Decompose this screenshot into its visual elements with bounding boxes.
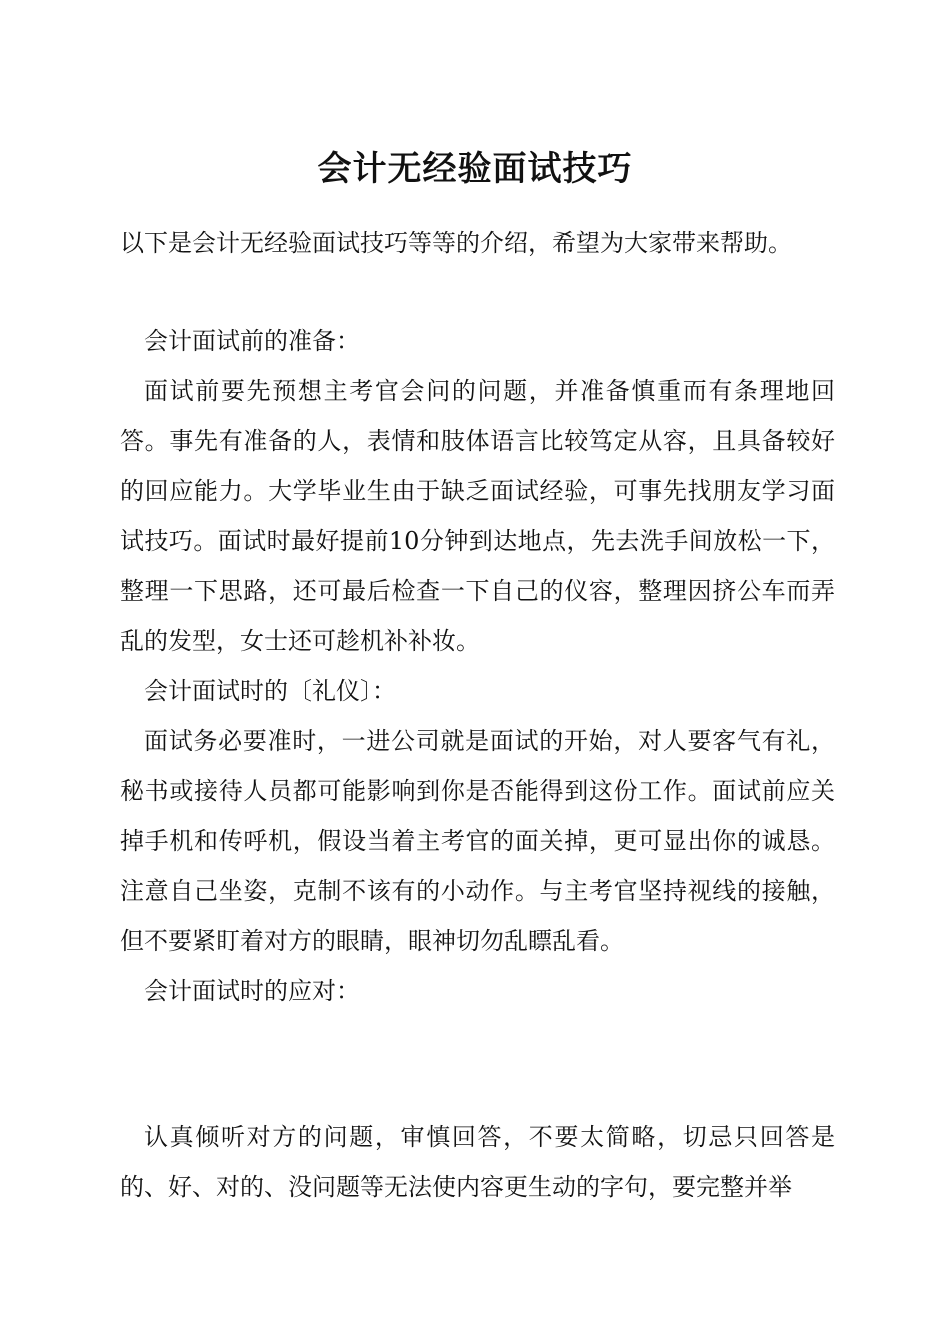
body-block-continued [120,1112,835,1212]
section-heading-response: 会计面试时的应对： [144,977,360,1005]
intro-paragraph: 以下是会计无经验面试技巧等等的介绍，希望为大家带来帮助。 [120,229,792,257]
section-heading-preparation: 会计面试前的准备： [144,327,360,355]
paragraph-etiquette: 面试务必要准时，一进公司就是面试的开始，对人要客气有礼，秘书或接待人员都可能影响到你是否能得到这份工作。面试前应关掉手机和传呼机，假设当着主考官的面关掉，更可显出你的诚恳。注意自己坐姿，克制不该有的小动作。与主考官坚持视线的接触，但不要紧盯着对方的眼睛，眼神切勿乱瞟乱看。 [120,727,835,955]
document-title: 会计无经验面试技巧 [317,149,633,189]
section-heading-etiquette: 会计面试时的〔礼仪〕： [144,677,396,705]
paragraph-response: 认真倾听对方的问题，审慎回答，不要太简略，切忌只回答是的、好、对的、没问题等无法使内容更生动的字句，要完整并举 [120,1123,835,1201]
body-block [120,316,835,1016]
paragraph-preparation: 面试前要先预想主考官会问的问题，并准备慎重而有条理地回答。事先有准备的人，表情和肢体语言比较笃定从容，且具备较好的回应能力。大学毕业生由于缺乏面试经验，可事先找朋友学习面试技巧。面试时最好提前10分钟到达地点，先去洗手间放松一下，整理一下思路，还可最后检查一下自己的仪容，整理因挤公车而弄乱的发型，女士还可趁机补补妆。 [120,377,835,655]
